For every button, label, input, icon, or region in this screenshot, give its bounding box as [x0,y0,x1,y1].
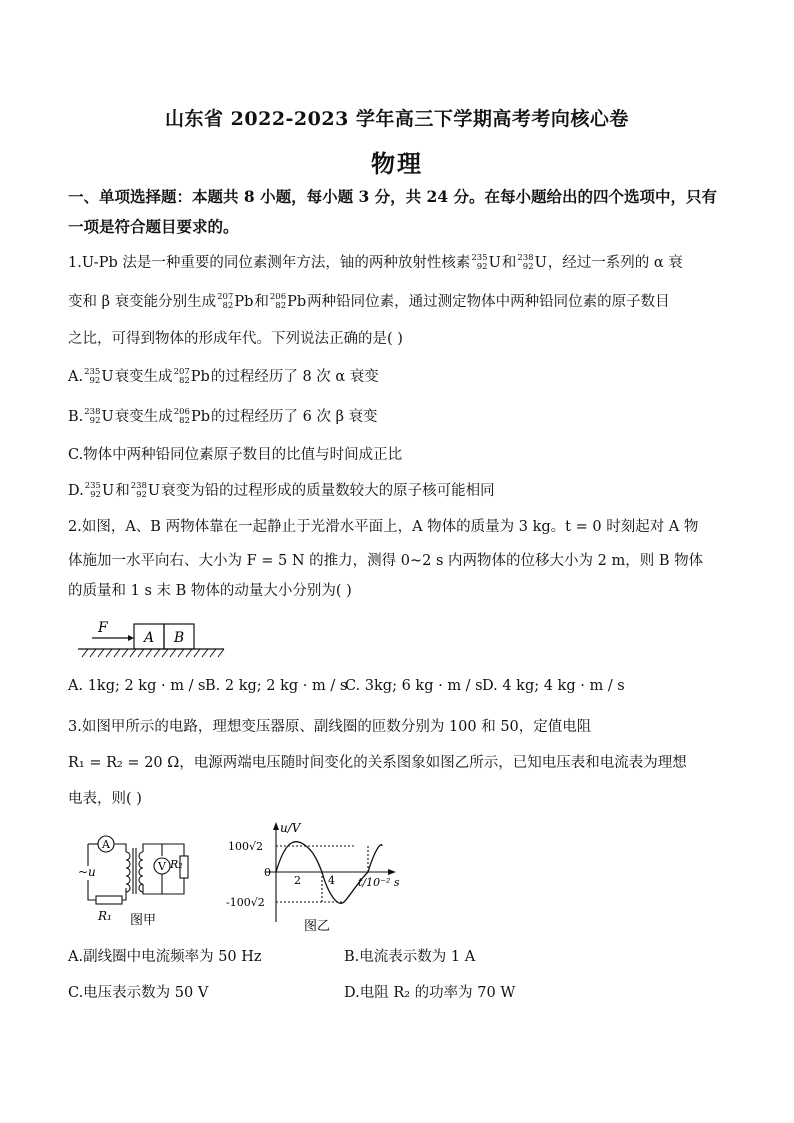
circuit-caption: 图甲 [130,913,157,928]
nuclide-u238: 238 92 U [517,253,547,272]
y-top-label: 100√2 [228,840,264,853]
nuclide-u235: 235 92 U [471,253,501,272]
q2-block-figure [78,618,228,662]
primary-coil [126,852,130,892]
q3-option-b: B.电流表示数为 1 A [344,949,476,965]
q3-line3: 电表，则( ) [68,791,142,807]
q3-line2: R₁ = R₂ = 20 Ω，电源两端电压随时间变化的关系图象如图乙所示，已知电压表和电流表为理想 [68,755,687,771]
origin-label: 0 [264,866,271,879]
r1-label: R₁ [98,909,112,923]
section-heading-line1: 一、单项选择题：本题共 8 小题，每小题 3 分，共 24 分。在每小题给出的四个选项中，只有 [68,187,718,206]
q1-option-c: C.物体中两种铅同位素原子数目的比值与时间成正比 [68,447,403,463]
q2-line3: 的质量和 1 s 末 B 物体的动量大小分别为( ) [68,583,352,599]
exam-subject: 物理 [371,149,423,178]
x-axis-label: t/10⁻² s [358,876,400,889]
tick-4-label: 4 [328,874,335,887]
graph-caption: 图乙 [304,919,331,934]
q1-option-d: D. 235 92 U和 238 92 U衰变为铅的过程形成的质量数较大的原子核可能相同 [68,481,495,500]
block-b-label: B [173,630,185,646]
ammeter-label: A [102,838,110,851]
q1-line3: 之比，可得到物体的形成年代。下列说法正确的是( ) [68,331,403,347]
q1-option-b: B. 238 92 U衰变生成 206 82 Pb的过程经历了 6 次 β 衰变 [68,407,378,426]
q2-option-c: C. 3kg; 6 kg · m / s [345,678,483,694]
q2-option-a: A. 1kg; 2 kg · m / s [68,678,206,694]
nuclide-pb207: 207 82 Pb [217,292,254,311]
q3-voltage-graph [226,818,406,934]
q1-option-a: A. 235 92 U衰变生成 207 82 Pb的过程经历了 8 次 α 衰变 [68,367,379,386]
ground-hatch [82,649,224,657]
y-bottom-label: -100√2 [226,896,265,909]
force-label: F [98,620,108,636]
arrow-right-icon [128,635,134,641]
q3-option-a: A.副线圈中电流频率为 50 Hz [68,949,262,965]
exam-title: 山东省 2022-2023 学年高三下学期高考考向核心卷 [165,108,629,130]
section-heading-line2: 一项是符合题目要求的。 [68,217,239,236]
q2-line2: 体施加一水平向右、大小为 F = 5 N 的推力，测得 0~2 s 内两物体的位移大小为 2 m，则 B 物体 [68,553,704,569]
q2-option-d: D. 4 kg; 4 kg · m / s [482,678,625,694]
nuclide-pb206: 206 82 Pb [269,292,307,311]
q3-option-d: D.电阻 R₂ 的功率为 70 W [344,985,516,1001]
q3-option-c: C.电压表示数为 50 V [68,985,209,1001]
q3-line1: 3.如图甲所示的电路，理想变压器原、副线圈的匝数分别为 100 和 50，定值电阻 [68,719,592,735]
y-axis-label: u/V [280,821,301,835]
source-label: ~u [78,865,96,879]
r2-label: R₂ [170,858,183,871]
voltmeter-label: V [158,860,166,873]
secondary-coil [139,852,143,892]
tick-2-label: 2 [294,874,301,887]
q1-line1: 1.U-Pb 法是一种重要的同位素测年方法，铀的两种放射性核素 235 92 U和 238 92 U，经过一系列的 α 衰 [68,253,683,272]
x-axis-arrow-icon [388,869,396,875]
q1-line2: 变和 β 衰变能分别生成 207 82 Pb和 206 82 Pb两种铅同位素，通过测定物体中两种铅同位素的原子数目 [68,292,670,311]
q2-line1: 2.如图，A、B 两物体靠在一起静止于光滑水平面上，A 物体的质量为 3 kg。t = 0 时刻起对 A 物 [68,519,699,535]
block-a-label: A [143,630,155,646]
q3-circuit-figure [74,828,214,932]
y-axis-arrow-icon [273,822,279,830]
q2-option-b: B. 2 kg; 2 kg · m / s [205,678,348,694]
